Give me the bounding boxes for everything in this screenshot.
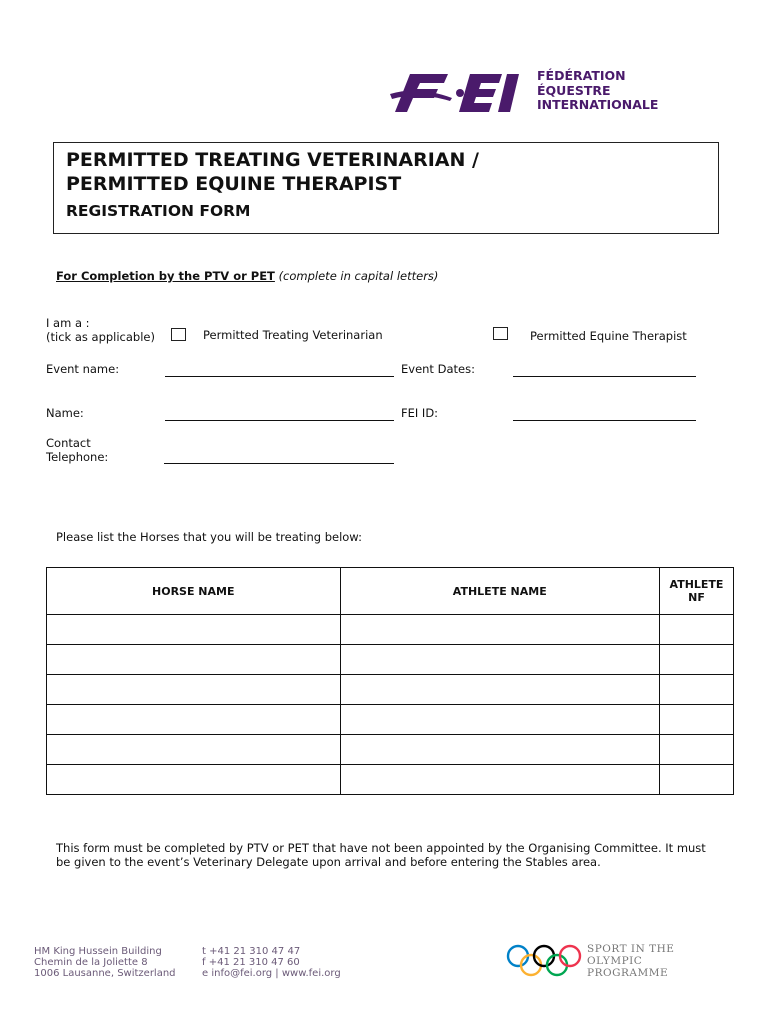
table-row xyxy=(47,675,734,705)
column-header-athlete-nf xyxy=(660,568,734,615)
contact-label: Contact xyxy=(46,436,91,450)
horse-name-cell[interactable] xyxy=(47,615,341,645)
horses-table xyxy=(46,567,734,795)
iam-label: I am a : xyxy=(46,316,90,330)
completion-title: For Completion by the PTV or PET xyxy=(56,269,275,283)
horse-name-cell[interactable] xyxy=(47,735,341,765)
fei-id-label: FEI ID: xyxy=(401,406,439,420)
athlete-name-cell[interactable] xyxy=(340,765,659,795)
telephone-field[interactable] xyxy=(164,463,394,464)
horse-name-cell[interactable] xyxy=(47,675,341,705)
name-field[interactable] xyxy=(165,420,394,421)
table-row xyxy=(47,735,734,765)
pet-option-label: Permitted Equine Therapist xyxy=(530,329,687,343)
athlete-nf-header-text: ATHLETE NF xyxy=(669,578,724,604)
completion-note: (complete in capital letters) xyxy=(278,269,439,283)
horses-intro: Please list the Horses that you will be treating below: xyxy=(56,530,362,544)
athlete-nf-cell[interactable] xyxy=(660,645,734,675)
pet-checkbox[interactable] xyxy=(493,327,508,340)
olympic-programme-text xyxy=(587,943,674,979)
table-row xyxy=(47,645,734,675)
fei-logo-text xyxy=(537,69,658,113)
telephone-label: Telephone: xyxy=(46,450,109,464)
title-line-1: PERMITTED TREATING VETERINARIAN / xyxy=(66,149,479,171)
athlete-name-cell[interactable] xyxy=(340,615,659,645)
address-line: Chemin de la Joliette 8 xyxy=(34,957,148,968)
notice-text xyxy=(56,841,706,869)
contact-email-web: e info@fei.org | www.fei.org xyxy=(202,968,341,979)
athlete-nf-cell[interactable] xyxy=(660,705,734,735)
form-subtitle: REGISTRATION FORM xyxy=(66,202,251,220)
event-dates-label: Event Dates: xyxy=(401,362,475,376)
footer-contact xyxy=(202,946,341,979)
contact-fax: f +41 21 310 47 60 xyxy=(202,957,300,968)
olympic-line: SPORT IN THE xyxy=(587,943,675,955)
fei-logo-mark-icon xyxy=(390,68,530,114)
table-header-row xyxy=(47,568,734,615)
athlete-name-cell[interactable] xyxy=(340,735,659,765)
table-row xyxy=(47,765,734,795)
horse-name-cell[interactable] xyxy=(47,705,341,735)
logo-line: FÉDÉRATION xyxy=(537,68,626,83)
title-box xyxy=(53,142,719,234)
completion-heading xyxy=(56,269,438,283)
logo-line: INTERNATIONALE xyxy=(537,97,659,112)
athlete-name-cell[interactable] xyxy=(340,705,659,735)
table-row xyxy=(47,615,734,645)
event-name-field[interactable] xyxy=(165,376,394,377)
olympic-line: PROGRAMME xyxy=(587,967,669,979)
athlete-name-cell[interactable] xyxy=(340,645,659,675)
event-name-label: Event name: xyxy=(46,362,120,376)
olympic-rings-icon xyxy=(505,944,583,978)
athlete-nf-cell[interactable] xyxy=(660,735,734,765)
footer-address xyxy=(34,946,176,979)
fei-logo xyxy=(390,66,670,116)
column-header-horse-name: HORSE NAME xyxy=(47,568,341,615)
olympic-line: OLYMPIC xyxy=(587,955,643,967)
logo-line: ÉQUESTRE xyxy=(537,82,611,98)
athlete-nf-cell[interactable] xyxy=(660,675,734,705)
tick-label: (tick as applicable) xyxy=(46,330,155,344)
horse-name-cell[interactable] xyxy=(47,765,341,795)
notice-line: be given to the event’s Veterinary Delegate upon arrival and before entering the Stables area. xyxy=(56,855,601,869)
athlete-nf-cell[interactable] xyxy=(660,765,734,795)
address-line: 1006 Lausanne, Switzerland xyxy=(34,968,176,979)
address-line: HM King Hussein Building xyxy=(34,946,162,957)
athlete-name-cell[interactable] xyxy=(340,675,659,705)
column-header-athlete-name: ATHLETE NAME xyxy=(340,568,659,615)
title-line-2: PERMITTED EQUINE THERAPIST xyxy=(66,173,402,195)
horse-name-cell[interactable] xyxy=(47,645,341,675)
notice-line: This form must be completed by PTV or PET that have not been appointed by the Organising Committee. It must xyxy=(56,841,706,855)
table-row xyxy=(47,705,734,735)
name-label: Name: xyxy=(46,406,84,420)
fei-id-field[interactable] xyxy=(513,420,696,421)
ptv-option-label: Permitted Treating Veterinarian xyxy=(203,328,383,342)
event-dates-field[interactable] xyxy=(513,376,696,377)
contact-phone: t +41 21 310 47 47 xyxy=(202,946,301,957)
ptv-checkbox[interactable] xyxy=(171,328,186,341)
athlete-nf-cell[interactable] xyxy=(660,615,734,645)
